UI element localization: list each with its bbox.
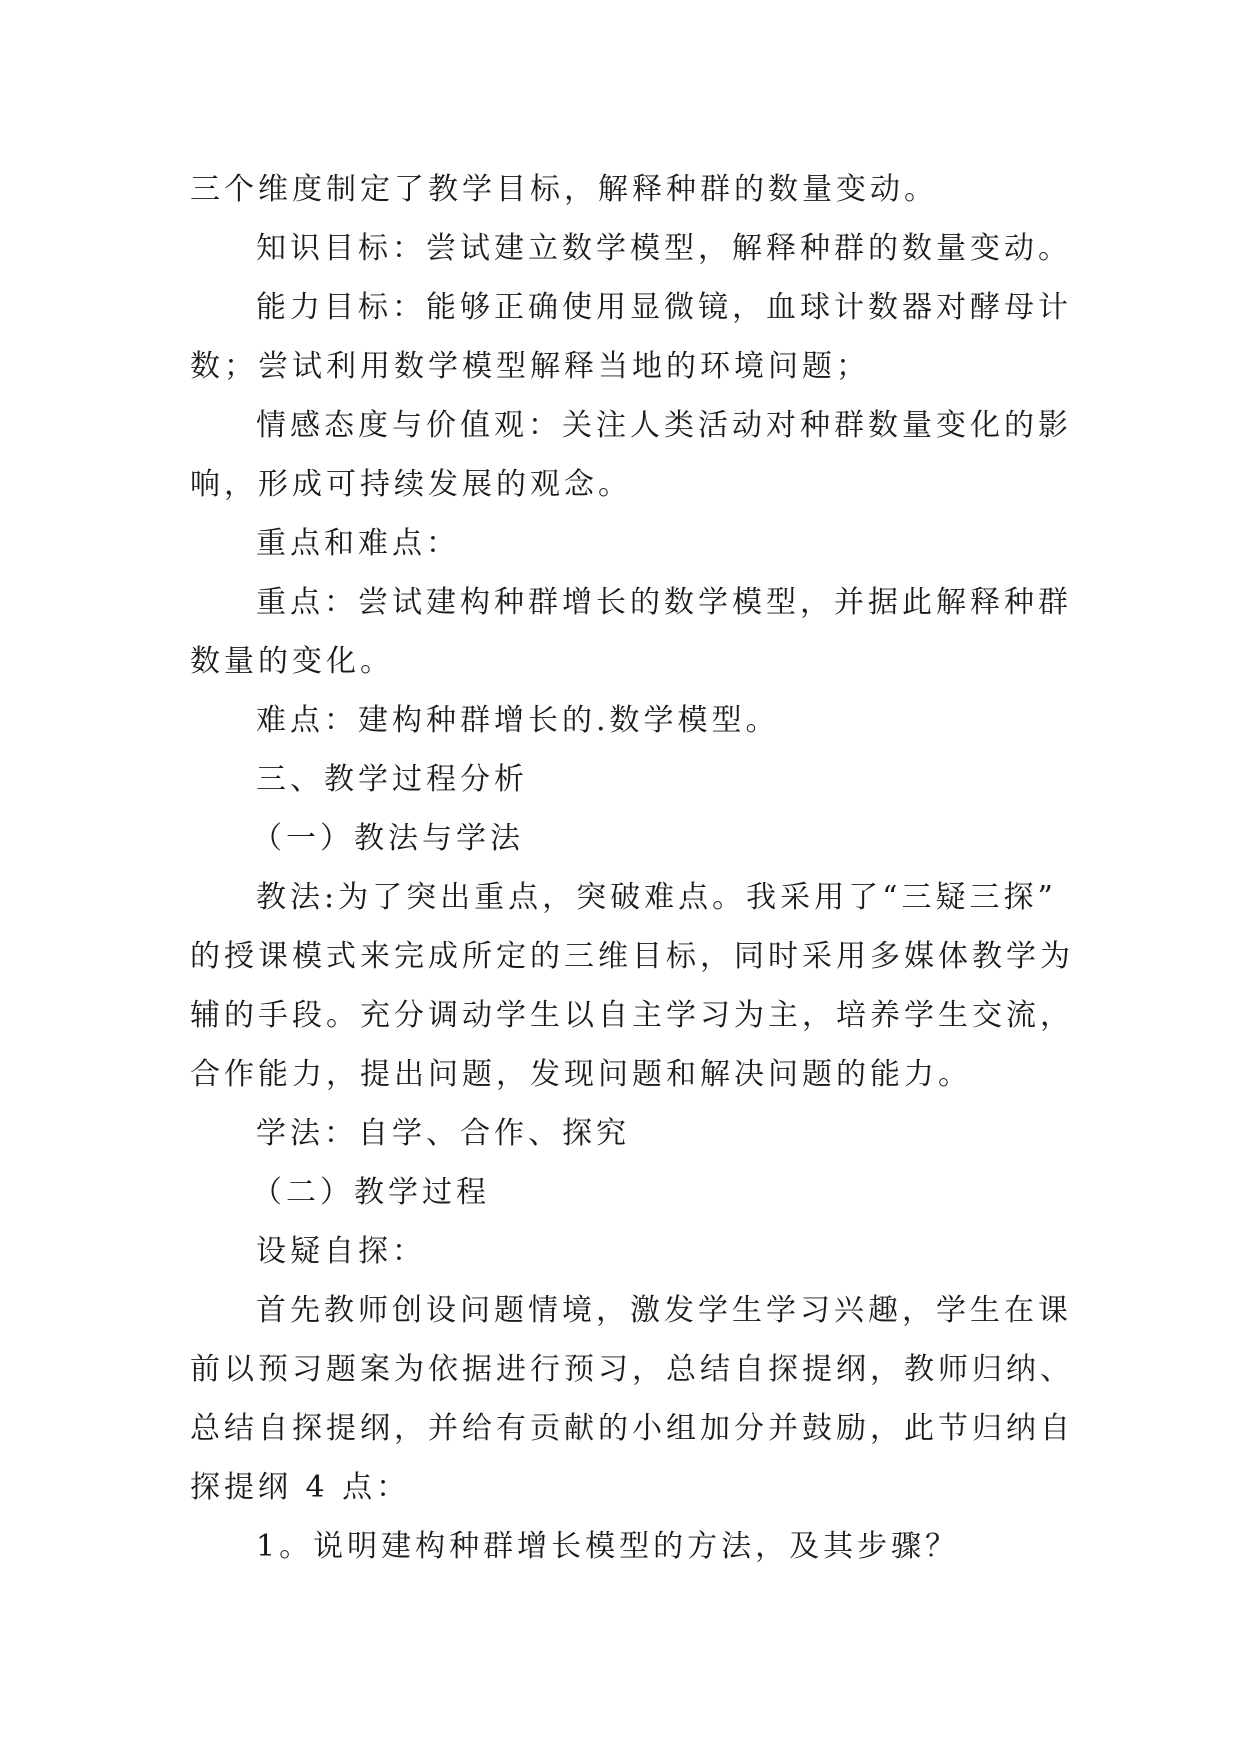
text-line: 重点和难点： xyxy=(256,526,460,561)
text-line: 探提纲 4 点： xyxy=(190,1470,411,1505)
text-line: 重点：尝试建构种群增长的数学模型，并据此解释种群 xyxy=(256,585,1072,620)
section-heading: 三、教学过程分析 xyxy=(256,762,528,797)
text-line: 三个维度制定了教学目标，解释种群的数量变动。 xyxy=(190,172,938,207)
text-line: 辅的手段。充分调动学生以自主学习为主，培养学生交流， xyxy=(190,998,1074,1033)
subsection-heading: （二）教学过程 xyxy=(252,1175,490,1210)
document-body xyxy=(190,160,1074,1576)
text-line: 学法：自学、合作、探究 xyxy=(256,1116,630,1151)
text-line: 首先教师创设问题情境，激发学生学习兴趣，学生在课 xyxy=(256,1293,1072,1328)
text-line: 的授课模式来完成所定的三维目标，同时采用多媒体教学为 xyxy=(190,939,1074,974)
text-line: 前以预习题案为依据进行预习，总结自探提纲，教师归纳、 xyxy=(190,1352,1074,1387)
text-line: 知识目标：尝试建立数学模型，解释种群的数量变动。 xyxy=(256,231,1072,266)
text-line: 难点：建构种群增长的.数学模型。 xyxy=(256,703,780,738)
text-line: 总结自探提纲，并给有贡献的小组加分并鼓励，此节归纳自 xyxy=(190,1411,1074,1446)
text-line: 情感态度与价值观：关注人类活动对种群数量变化的影 xyxy=(256,408,1072,443)
text-line: 能力目标：能够正确使用显微镜，血球计数器对酵母计 xyxy=(256,290,1072,325)
text-line: 合作能力，提出问题，发现问题和解决问题的能力。 xyxy=(190,1057,972,1092)
text-line: 数量的变化。 xyxy=(190,644,394,679)
subsection-heading: （一）教法与学法 xyxy=(252,821,524,856)
text-line: 响，形成可持续发展的观念。 xyxy=(190,467,632,502)
text-line: 数；尝试利用数学模型解释当地的环境问题； xyxy=(190,349,870,384)
text-line: 教法:为了突出重点，突破难点。我采用了“三疑三探” xyxy=(256,880,1057,915)
text-line: 设疑自探： xyxy=(256,1234,426,1269)
list-item: 1。说明建构种群增长模型的方法，及其步骤？ xyxy=(256,1529,960,1564)
